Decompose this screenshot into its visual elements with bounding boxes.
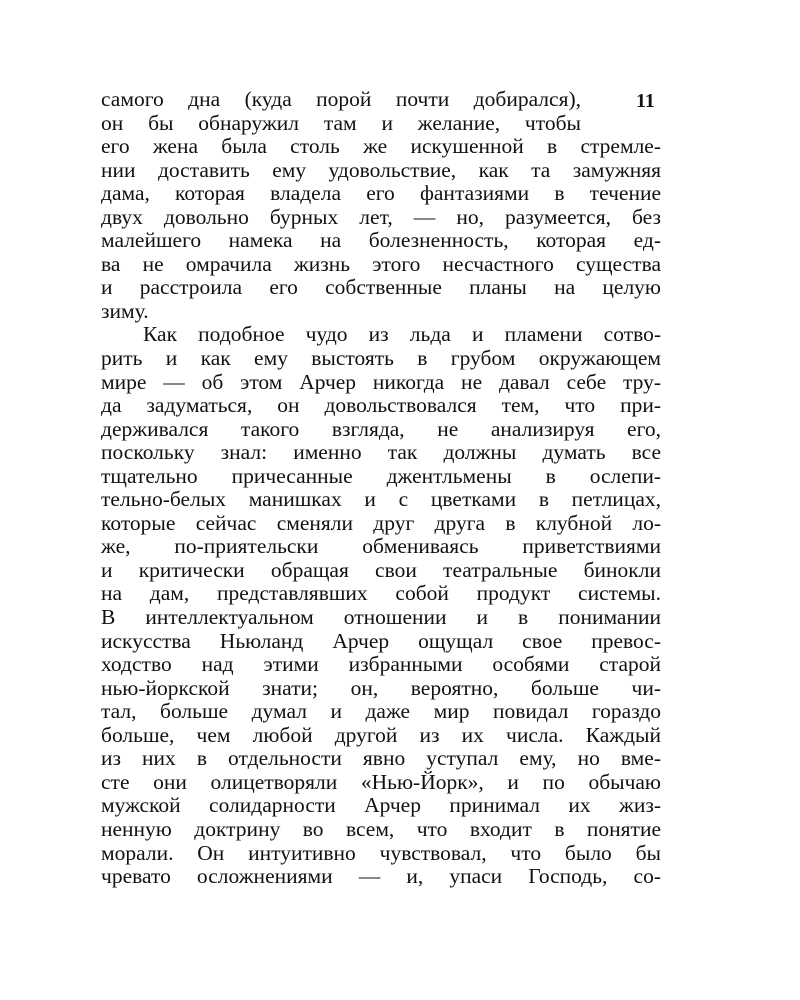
text-line: двух довольно бурных лет, — но, разумеется, без	[101, 204, 661, 229]
text-line: больше, чем любой другой из их числа. Каждый	[101, 722, 661, 747]
text-line: рить и как ему выстоять в грубом окружающем	[101, 346, 661, 371]
paragraph-start-line: Как подобное чудо из льда и пламени сотво-	[143, 322, 661, 347]
text-line: искусства Ньюланд Арчер ощущал свое превос-	[101, 628, 661, 653]
text-line: которые сейчас сменяли друг друга в клубной ло-	[101, 510, 661, 535]
text-line: на дам, представлявших собой продукт системы.	[101, 581, 661, 606]
text-line: ва не омрачила жизнь этого несчастного существа	[101, 251, 661, 276]
text-line: зиму.	[101, 298, 149, 323]
text-line: он бы обнаружил там и желание, чтобы	[101, 110, 581, 135]
text-line: морали. Он интуитивно чувствовал, что было бы	[101, 840, 661, 865]
text-line: да задуматься, он довольствовался тем, что при-	[101, 393, 661, 418]
text-line: чревато осложнениями — и, упаси Господь, со-	[101, 864, 661, 889]
text-line: тельно-белых манишках и с цветками в петлицах,	[101, 487, 661, 512]
body-text	[101, 88, 661, 889]
text-line: его жена была столь же искушенной в стремле-	[101, 134, 661, 159]
text-line: малейшего намека на болезненность, которая ед-	[101, 228, 661, 253]
page-number: 11	[636, 90, 655, 112]
text-line: тщательно причесанные джентльмены в ослепи-	[101, 463, 661, 488]
text-line: и расстроила его собственные планы на целую	[101, 275, 661, 300]
text-line: В интеллектуальном отношении и в понимании	[101, 605, 661, 630]
text-line: ходство над этими избранными особями старой	[101, 652, 661, 677]
text-line: мужской солидарности Арчер принимал их жиз-	[101, 793, 661, 818]
text-line: мире — об этом Арчер никогда не давал себе тру-	[101, 369, 661, 394]
text-line: держивался такого взгляда, не анализируя его,	[101, 416, 661, 441]
text-line: самого дна (куда порой почти добирался),	[101, 87, 581, 111]
text-line: дама, которая владела его фантазиями в течение	[101, 181, 661, 206]
text-line: и критически обращая свои театральные бинокли	[101, 557, 661, 582]
text-line: же, по-приятельски обмениваясь приветствиями	[101, 534, 661, 559]
text-line: ненную доктрину во всем, что входит в понятие	[101, 816, 661, 841]
text-line: поскольку знал: именно так должны думать все	[101, 440, 661, 465]
text-line: нью-йоркской знати; он, вероятно, больше чи-	[101, 675, 661, 700]
text-line: сте они олицетворяли «Нью-Йорк», и по обычаю	[101, 769, 661, 794]
text-line: из них в отдельности явно уступал ему, но вме-	[101, 746, 661, 771]
text-line: тал, больше думал и даже мир повидал гораздо	[101, 699, 661, 724]
text-line: нии доставить ему удовольствие, как та замужняя	[101, 157, 661, 182]
